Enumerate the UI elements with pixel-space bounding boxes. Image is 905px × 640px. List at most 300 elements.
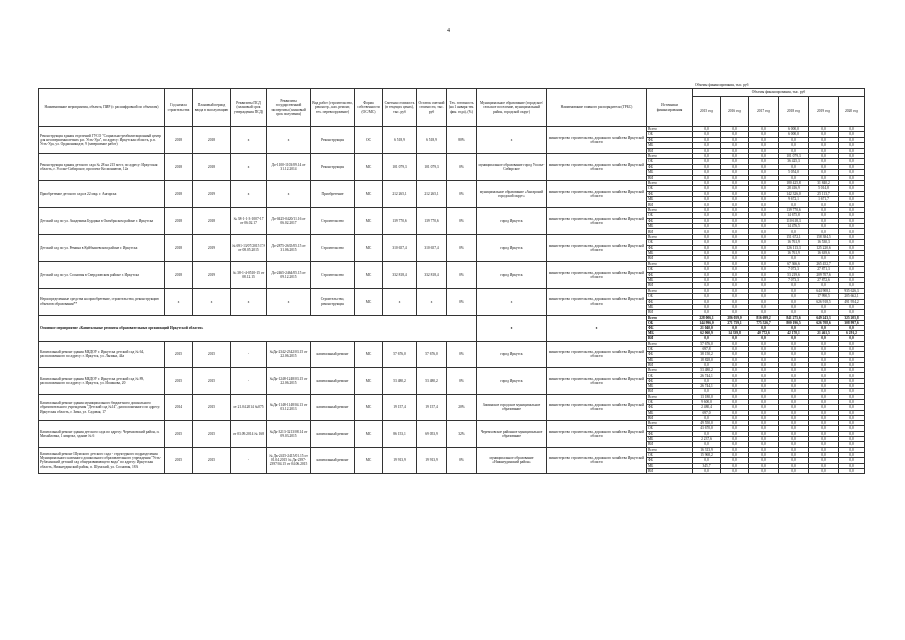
funding-value: 0,0 — [779, 310, 809, 315]
funding-value: 27 872,6 — [809, 277, 839, 282]
funding-value: 0,0 — [693, 415, 721, 420]
funding-value: 1 671,7 — [809, 197, 839, 202]
funding-value: 0,0 — [749, 164, 779, 169]
funding-value: 0,0 — [721, 421, 749, 426]
funding-source: ФБ — [647, 378, 693, 383]
header-estimate: Сметная стоимость (в текущих ценах), тыс. руб — [383, 89, 417, 127]
start-year: 2018 — [165, 234, 193, 261]
funding-value: 0,0 — [749, 447, 779, 452]
funding-value: 0,0 — [693, 283, 721, 288]
funding-value: 0,0 — [721, 468, 749, 473]
funding-value: 16 761,9 — [779, 240, 809, 245]
ownership: МС — [355, 261, 383, 288]
funding-value: 0,0 — [749, 394, 779, 399]
funding-value: 0,0 — [779, 304, 809, 309]
funding-source: ВИ — [647, 202, 693, 207]
funding-value: 0,0 — [721, 389, 749, 394]
funding-value: 0,0 — [749, 442, 779, 447]
grbs: министерство строительства, дорожного хозяйства Иркутской области — [547, 180, 647, 207]
project-name: Капитальный ремонт Шумского детского сада - структурного подразделения Муниципального казенного дошкольного образовательного учреждения "Усть-Рубахинский детский сад общеразвивающего вида" по адресу: Иркутская область, Нижнеудинский район, п. Шумский, ул. Сосновая, 18А — [39, 447, 165, 473]
funding-value: 7 073,3 — [779, 277, 809, 282]
funding-value: 0,0 — [779, 442, 809, 447]
funding-value: 0,0 — [749, 250, 779, 255]
work-type: Строительство — [311, 207, 355, 234]
expertise-details: №Дк-1248-1248/03.15 от 22.06.2015 — [267, 368, 311, 394]
municipality: Зиминское городское муниципальное образование — [477, 394, 547, 420]
funding-value: 7 073,3 — [779, 267, 809, 272]
funding-value: 0,0 — [839, 207, 865, 212]
funding-value: 0,0 — [809, 452, 839, 457]
funding-value: 0,0 — [809, 229, 839, 234]
funding-value: 0,0 — [721, 132, 749, 137]
funding-value: 0,0 — [839, 250, 865, 255]
municipality: город Иркутск — [477, 341, 547, 367]
expertise-details: До-1100-1103/09.14 от 31.12.2014 — [267, 153, 311, 180]
funding-source: ФБ — [647, 272, 693, 277]
funding-value: 0,0 — [809, 468, 839, 473]
funding-value: 0,0 — [779, 378, 809, 383]
funding-value: 0,0 — [721, 294, 749, 299]
funding-value: 0,0 — [779, 373, 809, 378]
funding-value: 0,0 — [779, 384, 809, 389]
funding-value: 0,0 — [809, 153, 839, 158]
estimate-cost: 19 157,4 — [383, 394, 417, 420]
funding-value: 0,0 — [809, 373, 839, 378]
funding-value: 0,0 — [721, 137, 749, 142]
header-psd: Реквизиты ПСД (плановый срок утверждения ПСД) — [231, 89, 267, 127]
remaining-cost: 101 079,3 — [417, 153, 447, 180]
funding-value: 0,0 — [721, 164, 749, 169]
funding-source: ОБ — [647, 320, 693, 325]
funding-value: 26 744,1 — [693, 373, 721, 378]
funding-value: 0,0 — [693, 261, 721, 266]
ownership: МС — [355, 180, 383, 207]
ownership: МС — [355, 341, 383, 367]
funding-value: 0,0 — [839, 218, 865, 223]
funding-value: 0,0 — [721, 458, 749, 463]
funding-value: 0,0 — [693, 234, 721, 239]
ownership: МС — [355, 421, 383, 447]
start-year: 2018 — [165, 153, 193, 180]
funding-source: ФБ — [647, 431, 693, 436]
commission-year: 2018 — [193, 207, 231, 234]
funding-source: ОБ — [647, 132, 693, 137]
funding-value: 0,0 — [779, 283, 809, 288]
funding-value: 0,0 — [839, 153, 865, 158]
funding-value: 0,0 — [693, 458, 721, 463]
funding-value: 0,0 — [749, 421, 779, 426]
funding-value: 935 626,3 — [839, 288, 865, 293]
funding-value: 644 908,1 — [809, 288, 839, 293]
funding-value: 0,0 — [749, 468, 779, 473]
funding-value: 0,0 — [721, 170, 749, 175]
funding-value: 27 871,3 — [809, 267, 839, 272]
funding-value: 0,0 — [809, 384, 839, 389]
funding-value: 0,0 — [839, 143, 865, 148]
funding-source: ОБ — [647, 452, 693, 457]
start-year: 2015 — [165, 421, 193, 447]
funding-value: 0,0 — [809, 310, 839, 315]
header-grbs: Наименование главного распорядителя (ГРБС) — [547, 89, 647, 127]
funding-value: 0,0 — [721, 256, 749, 261]
funding-value: 14 476,5 — [779, 224, 809, 229]
funding-value: 28 416,9 — [779, 186, 809, 191]
funding-source: ФБ — [647, 458, 693, 463]
commission-year: 2018 — [193, 153, 231, 180]
grbs: министерство строительства, дорожного хозяйства Иркутской области — [547, 234, 647, 261]
funding-value: 0,0 — [779, 202, 809, 207]
funding-value: 151 672,1 — [779, 234, 809, 239]
funding-value: 0,0 — [693, 468, 721, 473]
funding-value: 0,0 — [693, 218, 721, 223]
funding-value: 0,0 — [839, 341, 865, 346]
funding-value: 0,0 — [839, 458, 865, 463]
funding-value: 0,0 — [809, 213, 839, 218]
funding-value: 0,0 — [779, 452, 809, 457]
funding-value: 0,0 — [839, 463, 865, 468]
funding-value: 0,0 — [693, 288, 721, 293]
funding-value: 0,0 — [809, 458, 839, 463]
ownership: МС — [355, 153, 383, 180]
funding-value: 0,0 — [721, 213, 749, 218]
funding-value: 0,0 — [779, 256, 809, 261]
funding-value: 0,0 — [721, 245, 749, 250]
funding-value: 0,0 — [839, 362, 865, 367]
funding-source: ВИ — [647, 468, 693, 473]
header-work-type: Вид работ (строительство, реконстр., кап. ремонт, тех. перевооружение) — [311, 89, 355, 127]
funding-value: 0,0 — [749, 256, 779, 261]
funding-value: 697,8 — [693, 346, 721, 351]
funding-value: 0,0 — [779, 389, 809, 394]
grbs: министерство строительства, дорожного хозяйства Иркутской области — [547, 288, 647, 315]
funding-value: 0,0 — [749, 197, 779, 202]
project-name: Детский сад по ул. Академика Бурдина в Октябрьском районе г. Иркутска — [39, 207, 165, 234]
ownership: МС — [355, 447, 383, 473]
funding-value: 286 059,0 — [721, 315, 749, 320]
municipality: муниципальное образование город Усолье-Сибирское — [477, 153, 547, 180]
funding-value: 0,0 — [749, 368, 779, 373]
estimate-cost: х — [383, 288, 417, 315]
grbs: министерство строительства, дорожного хозяйства Иркутской области — [547, 341, 647, 367]
funding-value: 0,0 — [693, 272, 721, 277]
funding-value: 9 600,0 — [693, 399, 721, 404]
funding-value: 18 828,0 — [693, 357, 721, 362]
funding-value: 0,0 — [779, 362, 809, 367]
funding-source: Всего — [647, 180, 693, 185]
funding-value: 0,0 — [749, 234, 779, 239]
funding-value: 0,0 — [779, 148, 809, 153]
funding-value: 0,0 — [779, 336, 809, 341]
funding-value: 0,0 — [749, 405, 779, 410]
section-grbs: х — [547, 315, 647, 341]
funding-value: 0,0 — [779, 299, 809, 304]
funding-value: 0,0 — [779, 346, 809, 351]
funding-value: 0,0 — [779, 405, 809, 410]
funding-value: 0,0 — [809, 127, 839, 132]
psd-details: - — [231, 368, 267, 394]
remaining-cost: 19 157,4 — [417, 394, 447, 420]
funding-value: 5 054,0 — [779, 170, 809, 175]
start-year: х — [165, 288, 193, 315]
header-year: 2016 год — [721, 97, 749, 127]
commission-year: 2015 — [193, 368, 231, 394]
funding-value: 0,0 — [749, 267, 779, 272]
funding-value: 0,0 — [839, 197, 865, 202]
funding-value: 0,0 — [839, 426, 865, 431]
funding-value: 0,0 — [749, 373, 779, 378]
funding-value: 158 384,5 — [809, 234, 839, 239]
funding-source: Всего — [647, 153, 693, 158]
table-body — [39, 127, 865, 474]
funding-source: МБ — [647, 410, 693, 415]
work-type: Строительство, реконструкция — [311, 288, 355, 315]
expertise-details: До-2465-2464/05.15 от 09.12.2015 — [267, 261, 311, 288]
funding-value: 0,0 — [721, 277, 749, 282]
funding-value: 0,0 — [721, 180, 749, 185]
ownership: МС — [355, 394, 383, 420]
funding-value: 0,0 — [809, 224, 839, 229]
header-year: 2018 год — [779, 97, 809, 127]
remaining-cost: 57 676,0 — [417, 341, 447, 367]
funding-value: 0,0 — [721, 447, 749, 452]
funding-value: 0,0 — [779, 421, 809, 426]
funding-value: 0,0 — [721, 240, 749, 245]
funding-source: ФБ — [647, 245, 693, 250]
funding-value: 0,0 — [839, 191, 865, 196]
funding-value: 125 220,6 — [809, 245, 839, 250]
funding-value: 0,0 — [693, 310, 721, 315]
funding-source: Всего — [647, 288, 693, 293]
funding-value: 0,0 — [839, 137, 865, 142]
funding-value: 0,0 — [721, 341, 749, 346]
header-year: 2015 год — [693, 97, 721, 127]
municipality: х — [477, 127, 547, 154]
grbs: министерство строительства, дорожного хозяйства Иркутской области — [547, 447, 647, 473]
funding-value: 0,0 — [809, 352, 839, 357]
project-name: Нераспределенные средства на приобретение, строительство, реконструкцию объектов образования** — [39, 288, 165, 315]
funding-value: 0,0 — [749, 170, 779, 175]
funding-value: 6 000,0 — [779, 132, 809, 137]
work-type: капитальный ремонт — [311, 341, 355, 367]
funding-value: 0,0 — [721, 127, 749, 132]
funding-value: 0,0 — [693, 164, 721, 169]
funding-value: 0,0 — [749, 437, 779, 442]
expertise-details: №Дк-3213-3213/08.14 от 09.03.2015 — [267, 421, 311, 447]
start-year: 2018 — [165, 207, 193, 234]
funding-value: 0,0 — [839, 229, 865, 234]
funding-source: ОБ — [647, 399, 693, 404]
header-year: 2019 год — [809, 97, 839, 127]
table-row — [39, 315, 865, 320]
funding-value: 67 366,6 — [779, 261, 809, 266]
funding-value: 0,0 — [779, 175, 809, 180]
funding-value: 0,0 — [693, 304, 721, 309]
funding-value: 49 550,0 — [693, 421, 721, 426]
psd-details: - — [231, 341, 267, 367]
commission-year: 2019 — [193, 180, 231, 207]
funding-value: 345,7 — [693, 463, 721, 468]
funding-value: 0,0 — [779, 368, 809, 373]
funding-value: 0,0 — [809, 368, 839, 373]
commission-year: х — [193, 288, 231, 315]
grbs: министерство строительства, дорожного хозяйства Иркутской области — [547, 207, 647, 234]
funding-value: 43 670,0 — [693, 426, 721, 431]
psd-details: № 38-1-1-3-1007-17 от 06.02.17 — [231, 207, 267, 234]
start-year: 2018 — [165, 261, 193, 288]
funding-source: МБ — [647, 224, 693, 229]
funding-source: ВИ — [647, 415, 693, 420]
funding-value: 0,0 — [779, 415, 809, 420]
funding-value: 0,0 — [839, 326, 865, 331]
funding-value: 0,0 — [779, 164, 809, 169]
funding-value: 0,0 — [839, 447, 865, 452]
remaining-cost: х — [417, 288, 447, 315]
funding-value: 0,0 — [693, 250, 721, 255]
funding-value: 0,0 — [839, 352, 865, 357]
grbs: министерство строительства, дорожного хозяйства Иркутской области — [547, 127, 647, 154]
funding-value: 0,0 — [809, 410, 839, 415]
funding-value: 0,0 — [839, 431, 865, 436]
funding-value: 0,0 — [839, 346, 865, 351]
psd-details: от 21.04.2014 №075 — [231, 394, 267, 420]
funding-source: МБ — [647, 331, 693, 336]
funding-source: ВИ — [647, 148, 693, 153]
funding-value: 40 772,6 — [749, 331, 779, 336]
funding-value: 0,0 — [721, 202, 749, 207]
funding-value: 38 150,2 — [693, 352, 721, 357]
funding-value: 0,0 — [721, 304, 749, 309]
funding-value: 0,0 — [693, 229, 721, 234]
funding-value: 0,0 — [749, 240, 779, 245]
funding-source: ВИ — [647, 442, 693, 447]
funding-value: 0,0 — [779, 458, 809, 463]
commission-year: 2019 — [193, 234, 231, 261]
ownership: МС — [355, 288, 383, 315]
funding-value: 0,0 — [839, 170, 865, 175]
funding-value: 0,0 — [749, 389, 779, 394]
funding-value: 0,0 — [839, 384, 865, 389]
funding-value: 0,0 — [721, 384, 749, 389]
funding-value: 0,0 — [839, 468, 865, 473]
funding-value: 0,0 — [779, 447, 809, 452]
funding-value: 0,0 — [721, 326, 749, 331]
funding-value: 0,0 — [721, 250, 749, 255]
funding-value: 0,0 — [749, 207, 779, 212]
funding-value: 21 040,0 — [693, 326, 721, 331]
funding-value: 25 113,7 — [809, 191, 839, 196]
commission-year: 2015 — [193, 421, 231, 447]
funding-value: 0,0 — [749, 159, 779, 164]
funding-source: ОБ — [647, 186, 693, 191]
funding-value: 0,0 — [779, 357, 809, 362]
section-name: Основное мероприятие «Капитальные ремонты образовательных организаций Иркутской области» — [39, 315, 477, 341]
funding-value: 209 707,6 — [809, 272, 839, 277]
municipality: х — [477, 288, 547, 315]
funding-value: 0,0 — [839, 442, 865, 447]
funding-source: ФБ — [647, 137, 693, 142]
funding-value: 0,0 — [749, 452, 779, 457]
funding-source: Всего — [647, 261, 693, 266]
funding-value: 0,0 — [693, 159, 721, 164]
readiness: 0% — [447, 341, 477, 367]
funding-value: 0,0 — [693, 277, 721, 282]
funding-value: 0,0 — [693, 294, 721, 299]
funding-value: 0,0 — [839, 234, 865, 239]
funding-value: 0,0 — [693, 240, 721, 245]
funding-value: 0,0 — [839, 261, 865, 266]
funding-value: 0,0 — [721, 357, 749, 362]
funding-value: 0,0 — [839, 378, 865, 383]
funding-source: МБ — [647, 143, 693, 148]
funding-value: 0,0 — [809, 283, 839, 288]
funding-value: 0,0 — [779, 288, 809, 293]
funding-value: 0,0 — [693, 336, 721, 341]
funding-source: МБ — [647, 357, 693, 362]
funding-value: 2 480,4 — [693, 405, 721, 410]
funding-value: 9 672,1 — [779, 197, 809, 202]
funding-value: 142 326,0 — [779, 191, 809, 196]
funding-value: 0,0 — [693, 170, 721, 175]
funding-value: 308 997,6 — [839, 320, 865, 325]
funding-source: Всего — [647, 341, 693, 346]
funding-value: 0,0 — [693, 127, 721, 132]
commission-year: 2015 — [193, 394, 231, 420]
start-year: 2015 — [165, 447, 193, 473]
funding-source: ОБ — [647, 373, 693, 378]
estimate-cost: 57 676,0 — [383, 341, 417, 367]
funding-value: 0,0 — [839, 357, 865, 362]
municipality: город Иркутск — [477, 207, 547, 234]
funding-source: Всего — [647, 447, 693, 452]
funding-value: 0,0 — [809, 346, 839, 351]
funding-source: ОБ — [647, 426, 693, 431]
funding-value: 0,0 — [839, 202, 865, 207]
funding-value: 0,0 — [721, 310, 749, 315]
funding-value: 265 452,7 — [809, 261, 839, 266]
funding-value: 0,0 — [749, 153, 779, 158]
funding-value: 271 759,1 — [721, 320, 749, 325]
funding-source: ВИ — [647, 336, 693, 341]
grbs: министерство строительства, дорожного хозяйства Иркутской области — [547, 261, 647, 288]
expertise-details: х — [267, 288, 311, 315]
estimate-cost: 101 079,3 — [383, 153, 417, 180]
funding-value: 0,0 — [749, 229, 779, 234]
funding-source: Всего — [647, 127, 693, 132]
funding-value: 0,0 — [749, 341, 779, 346]
commission-year: 2018 — [193, 127, 231, 154]
funding-value: 649 243,3 — [809, 315, 839, 320]
funding-value: 0,0 — [809, 389, 839, 394]
funding-value: 31 840,2 — [809, 180, 839, 185]
funding-value: 0,0 — [839, 240, 865, 245]
remaining-cost: 6 518,9 — [417, 127, 447, 154]
project-name: Капитальный ремонт здания муниципального бюджетного дошкольного образовательного учреждения "Детский сад №14", расположенного по адресу: Иркутская область, г. Зима, ул. Садовая, 17 — [39, 394, 165, 420]
funding-source: МБ — [647, 170, 693, 175]
header-expertise: Реквизиты государственной экспертизы (плановый срок получения) — [267, 89, 311, 127]
municipality: город Иркутск — [477, 368, 547, 394]
funding-value: 0,0 — [721, 186, 749, 191]
funding-value: 0,0 — [749, 336, 779, 341]
funding-value: 0,0 — [809, 202, 839, 207]
funding-value: 0,0 — [839, 148, 865, 153]
funding-value: 0,0 — [809, 218, 839, 223]
municipality: город Иркутск — [477, 261, 547, 288]
header-commission: Плановый период ввода в эксплуатацию — [193, 89, 231, 127]
expertise-details: До-0425-0420/11.16 от 06.02.2017 — [267, 207, 311, 234]
project-name: Детский сад по ул. Ремина в Куйбышевском районе г. Иркутска — [39, 234, 165, 261]
funding-source: ФБ — [647, 405, 693, 410]
funding-value: 0,0 — [809, 256, 839, 261]
